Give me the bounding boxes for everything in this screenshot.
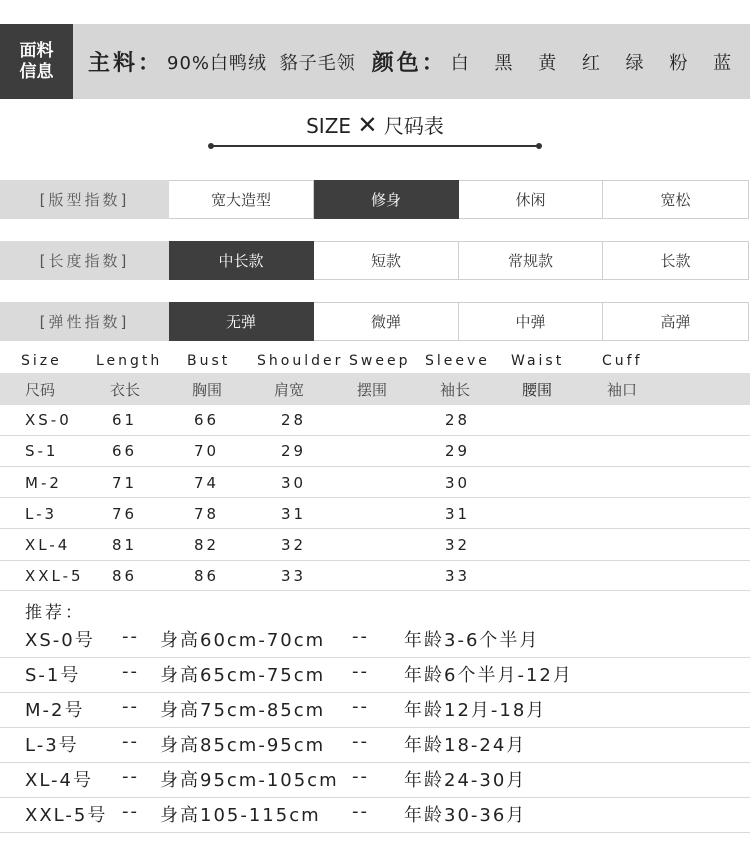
row-divider bbox=[0, 590, 750, 591]
color-value: 白 黑 黄 红 绿 粉 蓝 bbox=[450, 52, 742, 74]
rec-sep: -- bbox=[122, 731, 139, 752]
cell-sleeve: 33 bbox=[445, 567, 471, 585]
header-en-sleeve: Sleeve bbox=[425, 353, 490, 369]
rec-sep: -- bbox=[352, 766, 369, 787]
rec-sep: -- bbox=[122, 626, 139, 647]
rec-sep: -- bbox=[352, 801, 369, 822]
row-divider bbox=[0, 435, 750, 436]
header-cn-size: 尺码 bbox=[25, 381, 56, 399]
header-en-size: Size bbox=[21, 353, 62, 369]
size-title-x: ✕ bbox=[357, 111, 378, 139]
row-divider bbox=[0, 560, 750, 561]
rec-age: 年龄18-24月 bbox=[404, 735, 527, 756]
rec-size: L-3号 bbox=[25, 735, 79, 756]
rec-height: 身高85cm-95cm bbox=[160, 735, 326, 756]
rec-age: 年龄3-6个半月 bbox=[404, 630, 540, 651]
elasticity-option-4: 高弹 bbox=[603, 302, 749, 341]
row-divider bbox=[0, 466, 750, 467]
cell-shoulder: 30 bbox=[281, 474, 307, 492]
size-chart-title bbox=[0, 110, 750, 139]
cell-bust: 66 bbox=[194, 411, 220, 429]
rec-size: XXL-5号 bbox=[25, 805, 108, 826]
rec-age: 年龄6个半月-12月 bbox=[404, 665, 573, 686]
cell-bust: 74 bbox=[194, 474, 220, 492]
length-index-label: [长度指数] bbox=[0, 241, 169, 280]
title-divider-dot-right bbox=[536, 143, 542, 149]
rec-sep: -- bbox=[352, 626, 369, 647]
elasticity-option-1-selected: 无弹 bbox=[169, 302, 314, 341]
header-cn-length: 衣长 bbox=[110, 381, 141, 399]
size-title-main: SIZE bbox=[306, 114, 352, 138]
header-cn-sweep: 摆围 bbox=[357, 381, 388, 399]
rec-height: 身高60cm-70cm bbox=[160, 630, 326, 651]
rec-sep: -- bbox=[352, 731, 369, 752]
rec-size: M-2号 bbox=[25, 700, 85, 721]
rec-sep: -- bbox=[352, 661, 369, 682]
rec-size: XL-4号 bbox=[25, 770, 93, 791]
recommend-title: 推荐： bbox=[25, 603, 85, 623]
rec-sep: -- bbox=[122, 766, 139, 787]
cell-shoulder: 28 bbox=[281, 411, 307, 429]
cell-size: L-3 bbox=[25, 505, 58, 523]
header-en-cuff: Cuff bbox=[602, 353, 643, 369]
row-divider bbox=[0, 657, 750, 658]
header-en-sweep: Sweep bbox=[349, 353, 411, 369]
fit-option-3: 休闲 bbox=[459, 180, 603, 219]
color-key: 颜色： bbox=[371, 51, 447, 76]
row-divider bbox=[0, 832, 750, 833]
fabric-info-text bbox=[88, 24, 741, 99]
cell-length: 86 bbox=[112, 567, 138, 585]
cell-length: 76 bbox=[112, 505, 138, 523]
rec-height: 身高95cm-105cm bbox=[160, 770, 339, 791]
rec-height: 身高75cm-85cm bbox=[160, 700, 326, 721]
row-divider bbox=[0, 727, 750, 728]
cell-sleeve: 32 bbox=[445, 536, 471, 554]
header-cn-sleeve: 袖长 bbox=[440, 381, 471, 399]
rec-height: 身高105-115cm bbox=[160, 805, 321, 826]
material-key: 主料： bbox=[88, 51, 164, 76]
header-en-waist: Waist bbox=[511, 353, 565, 369]
cell-size: XXL-5 bbox=[25, 567, 84, 585]
fabric-info-tag-line2: 信息 bbox=[19, 61, 54, 82]
length-option-1-selected: 中长款 bbox=[169, 241, 314, 280]
rec-size: XS-0号 bbox=[25, 630, 95, 651]
cell-bust: 86 bbox=[194, 567, 220, 585]
rec-age: 年龄30-36月 bbox=[404, 805, 527, 826]
cell-length: 61 bbox=[112, 411, 138, 429]
rec-sep: -- bbox=[352, 696, 369, 717]
material-value: 90%白鸭绒 貉子毛领 bbox=[167, 52, 356, 74]
cell-bust: 70 bbox=[194, 442, 220, 460]
cell-size: XL-4 bbox=[25, 536, 71, 554]
elasticity-option-3: 中弹 bbox=[459, 302, 603, 341]
header-en-shoulder: Shoulder bbox=[257, 353, 344, 369]
rec-sep: -- bbox=[122, 696, 139, 717]
cell-sleeve: 28 bbox=[445, 411, 471, 429]
elasticity-index-label: [弹性指数] bbox=[0, 302, 169, 341]
rec-age: 年龄24-30月 bbox=[404, 770, 527, 791]
cell-shoulder: 33 bbox=[281, 567, 307, 585]
cell-shoulder: 29 bbox=[281, 442, 307, 460]
row-divider bbox=[0, 497, 750, 498]
header-en-length: Length bbox=[96, 353, 163, 369]
fabric-info-tag-line1: 面料 bbox=[19, 40, 54, 61]
cell-bust: 78 bbox=[194, 505, 220, 523]
title-divider bbox=[210, 145, 540, 147]
row-divider bbox=[0, 762, 750, 763]
rec-height: 身高65cm-75cm bbox=[160, 665, 326, 686]
size-title-sub: 尺码表 bbox=[383, 114, 444, 138]
rec-size: S-1号 bbox=[25, 665, 81, 686]
header-cn-cuff: 袖口 bbox=[607, 381, 638, 399]
fit-option-4: 宽松 bbox=[603, 180, 749, 219]
cell-sleeve: 29 bbox=[445, 442, 471, 460]
title-divider-dot-left bbox=[208, 143, 214, 149]
cell-shoulder: 32 bbox=[281, 536, 307, 554]
header-cn-shoulder: 肩宽 bbox=[274, 381, 305, 399]
rec-age: 年龄12月-18月 bbox=[404, 700, 547, 721]
cell-bust: 82 bbox=[194, 536, 220, 554]
header-cn-waist: 腰围 bbox=[522, 381, 553, 399]
rec-sep: -- bbox=[122, 801, 139, 822]
fit-option-1: 宽大造型 bbox=[169, 180, 314, 219]
cell-size: S-1 bbox=[25, 442, 59, 460]
length-option-3: 常规款 bbox=[459, 241, 603, 280]
fabric-info-tag bbox=[0, 24, 73, 99]
fit-option-2-selected: 修身 bbox=[314, 180, 459, 219]
cell-sleeve: 31 bbox=[445, 505, 471, 523]
row-divider bbox=[0, 692, 750, 693]
length-option-4: 长款 bbox=[603, 241, 749, 280]
elasticity-option-2: 微弹 bbox=[314, 302, 459, 341]
cell-size: M-2 bbox=[25, 474, 62, 492]
fit-index-label: [版型指数] bbox=[0, 180, 169, 219]
cell-length: 81 bbox=[112, 536, 138, 554]
row-divider bbox=[0, 528, 750, 529]
cell-sleeve: 30 bbox=[445, 474, 471, 492]
cell-length: 71 bbox=[112, 474, 138, 492]
cell-size: XS-0 bbox=[25, 411, 72, 429]
cell-length: 66 bbox=[112, 442, 138, 460]
cell-shoulder: 31 bbox=[281, 505, 307, 523]
row-divider bbox=[0, 797, 750, 798]
length-option-2: 短款 bbox=[314, 241, 459, 280]
header-cn-bust: 胸围 bbox=[192, 381, 223, 399]
rec-sep: -- bbox=[122, 661, 139, 682]
header-en-bust: Bust bbox=[187, 353, 231, 369]
